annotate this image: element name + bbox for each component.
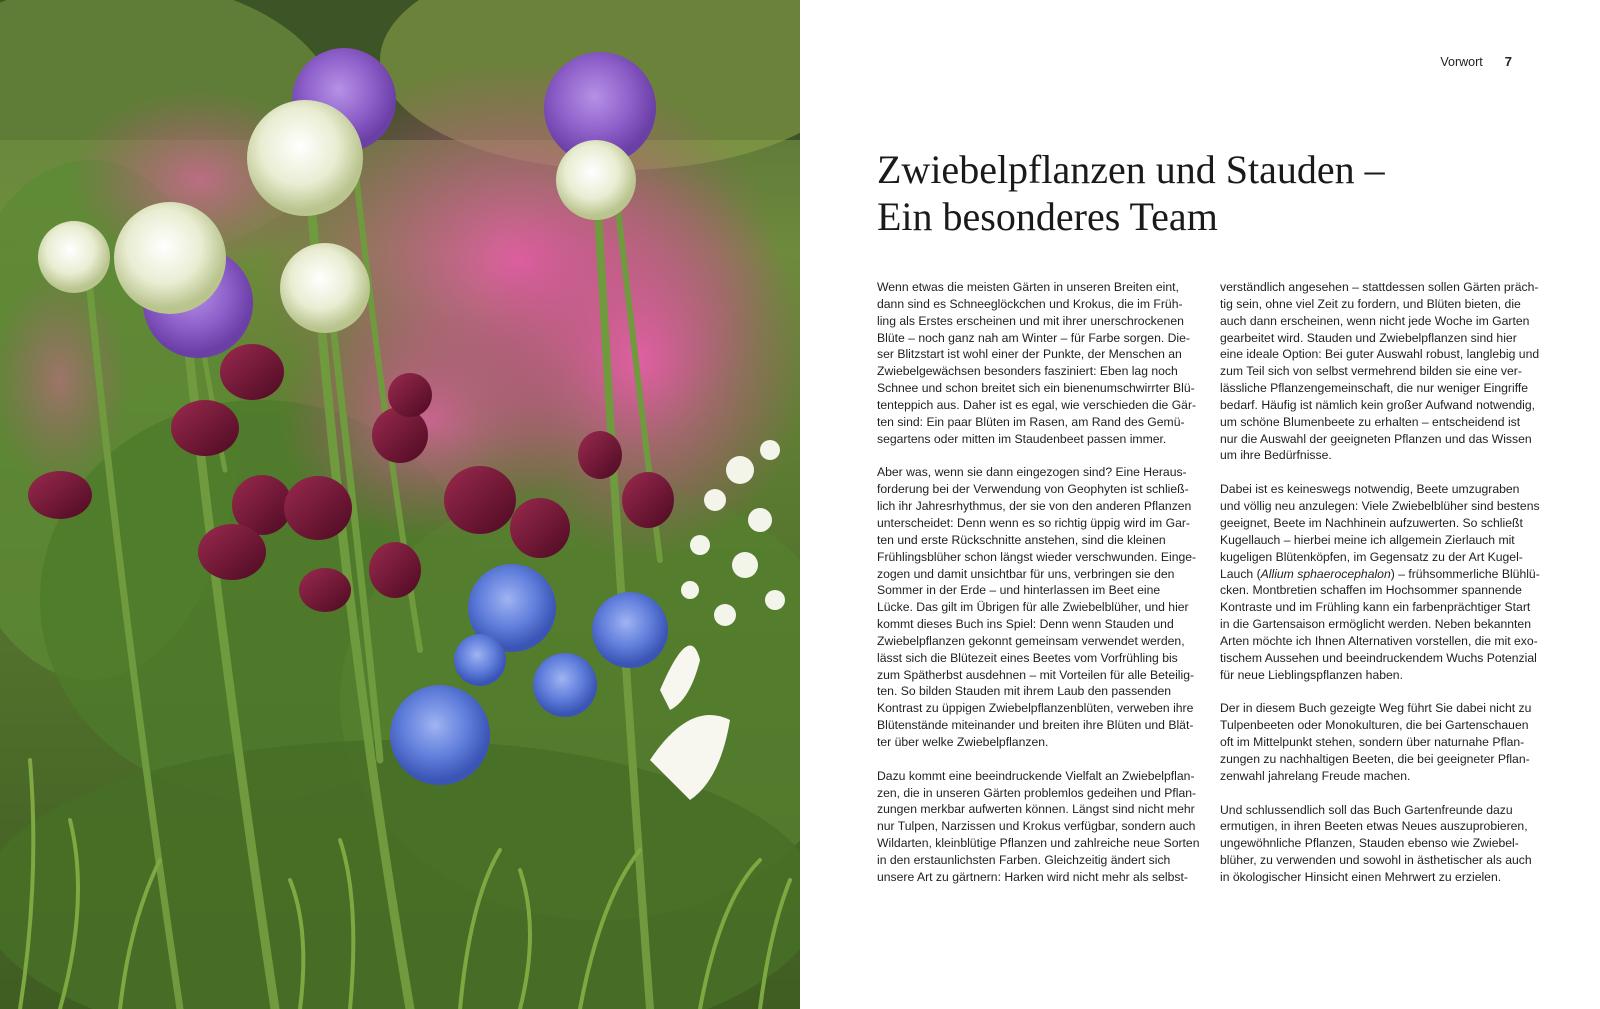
text-line: in ökologischer Hinsicht einen Mehrwert zu erzielen. — [1220, 870, 1502, 884]
text-line: bedarf. Häufig ist nämlich kein großer Aufwand notwendig, — [1220, 397, 1536, 412]
text-line: ten. So bilden Stauden mit ihrem Laub den passenden — [877, 684, 1172, 699]
text-line: lässt sich die Blütezeit eines Beetes vom Vorfrühling bis — [877, 650, 1178, 665]
text-line: eine ideale Option: Bei guter Auswahl robust, langlebig und — [1220, 347, 1540, 362]
text-line: zen, die in unseren Gärten problemlos gedeihen und Pflan- — [877, 785, 1197, 800]
text-line: Dazu kommt eine beeindruckende Vielfalt an Zwiebelpflan- — [877, 768, 1195, 783]
text-line: ten sind: Ein paar Blüten im Rasen, am Rand des Gemü- — [877, 414, 1185, 429]
section-name: Vorwort — [1440, 55, 1483, 69]
text-line: zum Spätherbst ausdehnen – mit Vorteilen für alle Beteilig- — [877, 667, 1195, 682]
text-line: geeignet, Beete im Nachhinein aufzuwerten. So schließt — [1220, 515, 1523, 530]
text-line: Kontraste und im Frühling kann ein farbenprächtiger Start — [1220, 600, 1531, 615]
text-line: oft im Mittelpunkt stehen, sondern über naturnahe Pflan- — [1220, 735, 1525, 750]
text-line: in die Gartensaison ermöglicht werden. Neben bekannten — [1220, 617, 1531, 632]
text-line: verständlich angesehen – stattdessen sollen Gärten präch- — [1220, 280, 1539, 294]
page-number: 7 — [1504, 54, 1512, 69]
text-line: für neue Lieblingspflanzen haben. — [1220, 667, 1403, 682]
text-line: Arten möchte ich Ihnen Alternativen vorstellen, die mit exo- — [1220, 633, 1538, 648]
text-line: lich ihr Jahresrhythmus, der sie von den anderen Pflanzen — [877, 499, 1192, 514]
text-line: Tulpenbeeten oder Monokulturen, die bei Gartenschauen — [1220, 718, 1529, 733]
text-line: Der in diesem Buch gezeigte Weg führt Sie dabei nicht zu — [1220, 701, 1532, 716]
text-line: Schnee und schon breitet sich ein bienenumschwirrter Blü- — [877, 381, 1195, 396]
text-line: ungewöhnliche Pflanzen, Stauden ebenso wie Zwiebel- — [1220, 836, 1519, 851]
text-line: kommt dieses Buch ins Spiel: Denn wenn Stauden und — [877, 617, 1174, 632]
text-line: zungen merkbar aufwerten können. Längst sind nicht mehr — [877, 802, 1195, 817]
text-line: Lauch (Allium sphaerocephalon) – frühsommerliche Blühlü- — [1220, 566, 1540, 581]
text-line: zum Teil sich von selbst vermehrend bilden sie eine ver- — [1220, 364, 1522, 379]
text-line: auch dann erscheinen, wenn nicht jede Woche im Garten — [1220, 313, 1530, 328]
text-line: Dabei ist es keineswegs notwendig, Beete umzugraben — [1220, 482, 1520, 497]
paragraph — [1220, 700, 1550, 784]
text-line: gearbeitet wird. Stauden und Zwiebelpflanzen sind hier — [1220, 330, 1517, 345]
text-line: Zwiebelpflanzen gekonnt gemeinsam verwendet werden, — [877, 633, 1185, 648]
paragraph — [877, 279, 1207, 447]
text-line: ter über welke Zwiebelpflanzen. — [877, 734, 1049, 749]
text-line: Kugellauch – hierbei meine ich allgemein Zierlauch mit — [1220, 532, 1515, 547]
text-line: forderung bei der Verwendung von Geophyten ist schließ- — [877, 482, 1189, 497]
text-line: cken. Montbretien schaffen im Hochsommer spannende — [1220, 583, 1522, 598]
text-line: tenteppich aus. Daher ist es egal, wie verschieden die Gär- — [877, 397, 1197, 412]
text-line: kugeligen Blütenköpfen, im Gegensatz zu der Art Kugel- — [1220, 549, 1523, 564]
text-line: in den erstaunlichsten Farben. Gleichzeitig ändert sich — [877, 853, 1171, 867]
text-line: Zwiebelgewächsen besonders fasziniert: Eben lag noch — [877, 364, 1178, 379]
text-line: Wenn etwas die meisten Gärten in unseren Breiten eint, — [877, 280, 1179, 294]
text-line: ser Blitzstart ist wohl einer der Punkte, der Menschen an — [877, 347, 1182, 362]
text-line: um ihre Bedürfnisse. — [1220, 448, 1332, 463]
text-line: zenwahl jahrelang Freude machen. — [1220, 768, 1411, 783]
text-line: nur die Auswahl der geeigneten Pflanzen und das Wissen — [1220, 431, 1532, 446]
text-line: und völlig neu anzulegen: Viele Zwiebelblüher sind bestens — [1220, 499, 1540, 514]
text-line: tig sein, ohne viel Zeit zu fordern, und Blüten bieten, die — [1220, 296, 1521, 311]
text-line: tischem Aussehen und beeindruckendem Wuchs Potenzial — [1220, 650, 1537, 665]
text-line: Lücke. Das gilt im Übrigen für alle Zwiebelblüher, und hier — [877, 600, 1189, 615]
text-line: zogen und damit unsichtbar für uns, verbringen sie den — [877, 566, 1175, 581]
text-line: blüher, zu verwenden und sowohl in ästhetischer als auch — [1220, 853, 1532, 868]
text-line: Aber was, wenn sie dann eingezogen sind? Eine Heraus- — [877, 465, 1187, 480]
text-line: Frühlingsblüher schon längst wieder verschwunden. Einge- — [877, 549, 1197, 564]
species-name: Allium sphaerocephalon — [1260, 566, 1391, 581]
text-line: Wildarten, kleinblütige Pflanzen und zahlreiche neue Sorten — [877, 836, 1200, 851]
text-line: ling als Erstes erscheinen und mit ihrer unerschrockenen — [877, 313, 1184, 328]
text-line: nur Tulpen, Narzissen und Krokus verfügbar, sondern auch — [877, 819, 1196, 834]
text-page — [800, 0, 1600, 1009]
text-line: segartens oder mitten im Staudenbeet passen immer. — [877, 431, 1167, 446]
chapter-title — [877, 146, 1517, 240]
text-line: Und schlussendlich soll das Buch Gartenfreunde dazu — [1220, 802, 1513, 817]
text-line: Sommer in der Erde – und hinterlassen im Beet eine — [877, 583, 1161, 598]
chapter-title-line-1: Zwiebelpflanzen und Stauden – — [877, 147, 1385, 192]
text-line: lässliche Pflanzengemeinschaft, die nur weniger Eingriffe — [1220, 381, 1529, 396]
text-line: zungen zu nachhaltigen Beeten, die bei geeigneter Pflan- — [1220, 751, 1530, 766]
text-line: Blütenstände miteinander und breiten ihre Blüten und Blät- — [877, 718, 1194, 733]
text-column-left — [877, 279, 1207, 903]
paragraph — [1220, 802, 1550, 886]
text-line: Kontrast zu üppigen Zwiebelpflanzenblüten, verweben ihre — [877, 701, 1194, 716]
paragraph — [877, 768, 1207, 886]
paragraph — [1220, 279, 1550, 464]
running-head — [1440, 54, 1512, 69]
paragraph — [877, 464, 1207, 750]
text-line: um schöne Blumenbeete zu erhalten – entscheidend ist — [1220, 414, 1521, 429]
text-line: Blüte – noch ganz nah am Winter – für Farbe sorgen. Die- — [877, 330, 1190, 345]
text-line: unterscheidet: Denn wenn es so richtig üppig wird im Gar- — [877, 515, 1190, 530]
chapter-title-line-2: Ein besonderes Team — [877, 194, 1218, 239]
text-line: dann sind es Schneeglöckchen und Krokus, die im Früh- — [877, 296, 1183, 311]
text-column-right — [1220, 279, 1550, 903]
text-line: ten und erste Rückschnitte anstehen, sind die kleinen — [877, 532, 1166, 547]
paragraph — [1220, 481, 1550, 683]
text-line: ermutigen, in ihren Beeten etwas Neues auszuprobieren, — [1220, 819, 1528, 834]
text-line: unsere Art zu gärtnern: Harken wird nicht mehr als selbst- — [877, 869, 1188, 884]
